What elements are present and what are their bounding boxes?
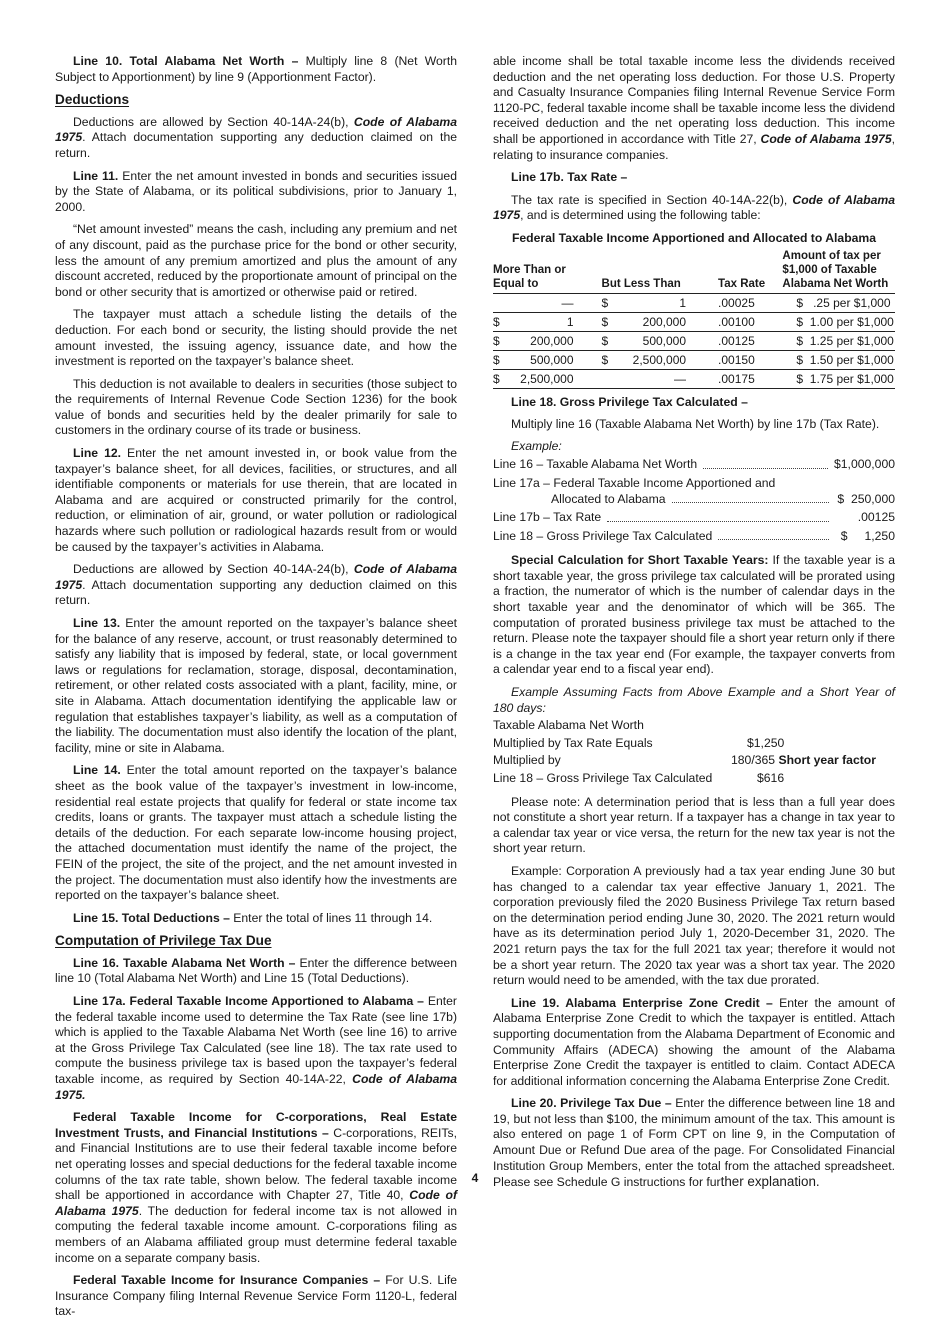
line20-heading: Line 20. Privilege Tax Due – [511,1096,672,1111]
table-header-row [493,249,895,294]
code-citation: Code of Alabama 1975 [493,192,895,223]
dealers-paragraph: This deduction is not available to dealers in securities (those subject to the requirements of Internal Revenue Code Section 1236) for the book value of bonds and securities held by the dealer primarily for sale to customers in the ordinary course of its trade or business. [55,376,457,438]
line16-text: Enter the difference between line 10 (Total Alabama Net Worth) and Line 15 (Total Deductions). [55,955,457,986]
col-more-than-line1: More Than or [493,263,566,276]
computation-heading: Computation of Privilege Tax Due [55,933,272,949]
value: 2,500,000 [632,352,687,367]
line14-heading: Line 14. [73,763,121,778]
cell-more-than [493,331,602,350]
left-column [55,54,457,1327]
line20-text-tail: ther explanation. [720,1174,820,1190]
cell-more-than [493,293,602,312]
line10-paragraph [55,54,457,85]
cell-rate: .00175 [706,369,782,388]
sy-gross-value: $616 [757,771,785,785]
value: 1 [679,295,687,310]
col-amount-line2: $1,000 of Taxable [782,263,877,276]
table-row [493,350,895,369]
cell-rate: .00025 [706,293,782,312]
example-line16-label: Line 16 – Taxable Alabama Net Worth [493,457,698,472]
example-line18-label: Line 18 – Gross Privilege Tax Calculated [493,528,713,543]
leader-dots [703,468,828,469]
cell-less-than [602,350,707,369]
code-citation: Code of Alabama 1975. [55,1072,457,1102]
sy-factor [731,753,895,769]
code-citation: Code of Alabama 1975 [760,131,892,146]
example-line16-value: $1,000,000 [834,457,895,472]
example-line18 [493,529,895,545]
rate-table-title: Federal Taxable Income Apportioned and Allocated to Alabama [511,230,877,245]
insurance-continued-text: able income shall be total taxable income less the dividends received deduction and the net operating loss deduction. For those U.S. Property and Casualty Insurance Companies filing Internal Revenue Service Form 1120-PC, federal taxable income shall be taxable income less the dividend received deduction and the net operating loss deduction. This income shall be apportioned in accordance with Title 27, [493,54,895,146]
line12-paragraph [55,446,457,555]
cell-rate: .00125 [706,331,782,350]
deductions-second-text: Deductions are allowed by Section 40-14A-24(b), [73,562,354,577]
example-line17a [493,476,895,507]
leader-dots [607,521,829,522]
please-note-paragraph: Please note: A determination period that is less than a full year does not constitute a short year return. If a taxpayer has a change in tax year to a calendar tax year or vice versa, the return for the new tax year is not the short year return. [493,794,895,856]
currency-sign: $ [493,352,500,367]
code-citation: Code of Alabama 1975 [55,562,457,592]
value: 200,000 [642,314,687,329]
value: 500,000 [642,333,687,348]
example-line17b-label: Line 17b – Tax Rate [493,510,602,525]
short-year-heading: Special Calculation for Short Taxable Years: [511,553,769,568]
short-year-paragraph [493,553,895,678]
cell-rate: .00100 [706,312,782,331]
line17a-paragraph [55,994,457,1103]
corporation-example-paragraph: Example: Corporation A previously had a tax year ending June 30 but has changed to a calendar tax year effective January 1, 2021. The corporation previously filed the 2020 Business Privilege Tax return based on the determination period ending June 30, 2020. The 2021 return would have as its determination period July 1, 2020-December 31, 2020. The 2021 return pays the tax for the full 2021 tax year; therefore it would not be a short year return. The 2020 tax year was a short tax year. The 2020 return would need to be amended, with the tax due prorated. [493,863,895,988]
line20-text: Enter the difference between line 18 and 19, but not less than $100, the minimum amount of the tax. This amount is also entered on page 1 of Form CPT on line 9, in the Computation of Amount Due or Refund Due area of the page. For Consolidated Financial Institution Group Members, enter the total from the attached spreadsheet. Please see Schedule G instructions for fur [493,1096,895,1190]
sy-net-worth-label: Taxable Alabama Net Worth [493,718,644,733]
line11-heading: Line 11. [73,168,119,183]
line15-text: Enter the total of lines 11 through 14. [229,910,433,925]
line17a-text: Enter the federal taxable income used to determine the Tax Rate (see line 17b) which is applied to the Taxable Alabama Net Worth (see line 16) to arrive at the Gross Privilege Tax Calculated (see line 18). The tax rate used to compute the business privilege tax is based upon the taxpayer’s federal taxable income, as required by Section 40-14A-22, [55,994,457,1087]
col-more-than [493,249,602,294]
insurance-continued-text-2: , relating to insurance companies. [493,131,895,162]
cell-less-than [602,293,707,312]
sy-multiplied-label: Multiplied by [493,753,561,768]
line10-heading: Line 10. Total Alabama Net Worth – [73,54,299,68]
currency-sign: $ [493,371,500,386]
line14-paragraph [55,763,457,903]
page-number: 4 [471,1171,479,1185]
example-line17b [493,510,895,526]
cell-amount: $ 1.00 per $1,000 [782,312,895,331]
line16-paragraph [55,956,457,987]
deductions-second-text-2: . Attach documentation supporting any deduction claimed on this return. [55,577,457,608]
line13-paragraph [55,616,457,756]
line10-text: Multiply line 8 (Net Worth Subject to Apportionment) by line 9 (Apportionment Factor). [55,54,457,84]
line13-heading: Line 13. [73,616,121,630]
leader-dots [718,539,829,540]
cell-more-than [493,350,602,369]
line12-text: Enter the net amount invested in, or book value from the taxpayer’s balance sheet, for all devices, facilities, or structures, and all identifiable components or materials for use therein, that are located in Alabama and are acquired or constructed primarily for the control, reduction, or elimination of air, ground, or water pollution or radiological hazards where such pollution or radiological hazards result from or would be caused by the taxpayer’s activities in Alabama. [55,446,457,554]
fti-ccorp-text-2: . The deduction for federal income tax is not allowed in computing the federal taxable income amount. C-corporations filing as members of an Alabama affiliated group must determine federal taxable income on a separate company basis. [55,1203,457,1265]
fti-insurance-heading: Federal Taxable Income for Insurance Companies – [73,1273,381,1288]
example-label: Example: [511,438,562,453]
line13-text: Enter the amount reported on the taxpayer’s balance sheet for the balance of any reserve, account, or trust reasonably determined to satisfy any liability that is imposed by federal, state, or local government laws or regulations for reclamation, storage, disposal, decontamination, retirement, or other related costs associated with a plant, facility, mine, or site in Alabama. Attach documentation identifying the applicable law or regulation that establishes taxpayer’s liability, as well as a computation of the liability. The documentation must also identify the location of the plant, facility, mine or site in Alabama. [55,616,457,755]
short-year-text: If the taxable year is a short taxable year, the gross privilege tax calculated will be prorated using a fraction, the numerator of which is the number of calendar days in the short taxable year and the denominator of which will be 365. The computation of prorated business privilege tax must be attached to the return. Please note the taxpayer should file a short year return only if there is a change in the tax year end (For example, the taxpayer converts from a calendar year end to a fiscal year end). [493,553,895,677]
cell-less-than [602,369,707,388]
value: 2,500,000 [520,371,574,386]
cell-more-than [493,312,602,331]
example-line18-value: $ 1,250 [840,528,895,543]
line15-heading: Line 15. Total Deductions – [73,910,230,925]
cell-rate: .00150 [706,350,782,369]
fti-ccorp-text: C-corporations, REITs, and Financial Institutions are to use their federal taxable income before net operating losses and special deductions for the federal taxable income columns of the tax rate table, shown below. The federal taxable income shall be apportioned in accordance with Chapter 27, Title 40, [55,1125,457,1203]
deductions-intro-text: Deductions are allowed by Section 40-14A-24(b), [73,114,354,129]
line12-heading: Line 12. [73,446,122,461]
col-more-than-line2: Equal to [493,277,539,290]
deductions-second [55,562,457,609]
line17b-heading: Line 17b. Tax Rate – [511,170,628,185]
deductions-intro [55,115,457,162]
cell-less-than [602,331,707,350]
line15-paragraph [55,911,457,927]
col-amount [782,249,895,294]
net-amount-invested-paragraph: “Net amount invested” means the cash, including any premium and net of any discount, paid as the purchase price for the bond or other security, less the amount of any premium amortized and plus the amount of any discount accreted, reduced by the proportionate amount of principal on the bond or other security that is amortized or otherwise paid or retired. [55,222,457,299]
fti-insurance-text: For U.S. Life Insurance Company filing Internal Revenue Service Form 1120-L, federal tax- [55,1273,457,1319]
currency-sign: $ [493,333,500,348]
table-row [493,331,895,350]
tax-rate-table [493,249,895,389]
value: — [674,371,687,386]
line18-heading: Line 18. Gross Privilege Tax Calculated – [511,394,748,409]
line14-text: Enter the total amount reported on the taxpayer’s balance sheet as the book value of the taxpayer’s investment in low-income, residential real estate projects that qualify for federal or state income tax credits, loans or grants. The taxpayer must attach a schedule listing the details of the deduction. For each separate low-income housing project, the attached documentation must identify the name of the project, the FEIN of the project, the site of the project, and the net amount invested in the project. The documentation must also identify how the investments are reported on the taxpayer’s balance sheet. [55,763,457,903]
deductions-intro-text-2: . Attach documentation supporting any deduction claimed on the return. [55,130,457,160]
value: 200,000 [530,333,574,348]
line17a-heading: Line 17a. Federal Taxable Income Apportioned to Alabama – [73,994,424,1009]
table-row [493,312,895,331]
value: 1 [566,314,574,329]
deductions-heading: Deductions [55,92,130,108]
currency-sign: $ [601,314,609,329]
currency-sign: $ [493,314,500,329]
schedule-paragraph: The taxpayer must attach a schedule listing the details of the deduction. For each bond or security, the listing should provide the net amount invested, the issuing agency, issuance date, and how the investment is reported on the taxpayer’s balance sheet. [55,307,457,369]
short-year-example [493,718,895,786]
short-year-example-heading: Example Assuming Facts from Above Example and a Short Year of 180 days: [493,685,895,715]
tax-rate-paragraph [493,193,895,224]
line19-heading: Line 19. Alabama Enterprise Zone Credit – [511,995,773,1010]
leader-dots [672,502,829,503]
fti-insurance-paragraph [55,1273,457,1320]
example-line17a-label: Line 17a – Federal Taxable Income Apportioned and [493,475,776,490]
code-citation: Code of Alabama 1975 [55,1188,458,1218]
sy-factor-note: Short year factor [778,753,876,768]
cell-less-than [602,312,707,331]
code-citation: Code of Alabama 1975 [55,114,457,145]
col-amount-line3: Alabama Net Worth [782,277,889,290]
col-tax-rate: Tax Rate [706,249,782,294]
sy-gross-label: Line 18 – Gross Privilege Tax Calculated [493,771,713,785]
value: 500,000 [530,352,574,367]
line16-heading: Line 16. Taxable Alabama Net Worth – [73,955,296,970]
line11-text: Enter the net amount invested in bonds and securities issued by the State of Alabama, or its political subdivisions, prior to January 1, 2000. [55,168,457,214]
currency-sign: $ [601,352,609,367]
example-line17a-value: $ 250,000 [837,491,895,506]
cell-more-than [493,369,602,388]
example-line16 [493,457,895,473]
currency-sign: $ [601,333,609,348]
tax-rate-text-2: , and is determined using the following table: [520,208,761,223]
fti-ccorp-paragraph [55,1110,457,1266]
fti-ccorp-heading: Federal Taxable Income for C-corporations, Real Estate Investment Trusts, and Financial Institutions – [55,1110,457,1140]
col-but-less-than: But Less Than [602,249,707,294]
example-line17a-label-2: Allocated to Alabama [551,491,666,506]
line11-paragraph [55,169,457,216]
line18-instruction: Multiply line 16 (Taxable Alabama Net Worth) by line 17b (Tax Rate). [511,417,880,432]
cell-amount: $ .25 per $1,000 [782,293,895,312]
table-row [493,369,895,388]
table-row [493,293,895,312]
value: — [561,295,574,310]
cell-amount: $ 1.75 per $1,000 [782,369,895,388]
sy-factor-value: 180/365 [731,753,776,768]
cell-amount: $ 1.50 per $1,000 [782,350,895,369]
tax-rate-text: The tax rate is specified in Section 40-14A-22(b), [511,192,793,207]
col-amount-line1: Amount of tax per [782,249,881,262]
example-line17b-value: .00125 [857,510,895,525]
cell-amount: $ 1.25 per $1,000 [782,331,895,350]
line19-text: Enter the amount of Alabama Enterprise Zone Credit to which the taxpayer is entitled. Attach supporting documentation from the Alabama Department of Economic and Community Affairs (ADECA) showing the amount of the Alabama Enterprise Zone Credit the taxpayer is entitled to claim. Contact ADECA for additional information concerning the Alabama Enterprise Zone Credit. [493,995,895,1088]
right-column [493,54,895,1198]
sy-tax-rate-label: Multiplied by Tax Rate Equals [493,735,653,750]
line19-paragraph [493,996,895,1090]
currency-sign: $ [601,295,609,310]
sy-tax-rate-value: $1,250 [747,735,785,750]
insurance-continued [493,54,895,163]
